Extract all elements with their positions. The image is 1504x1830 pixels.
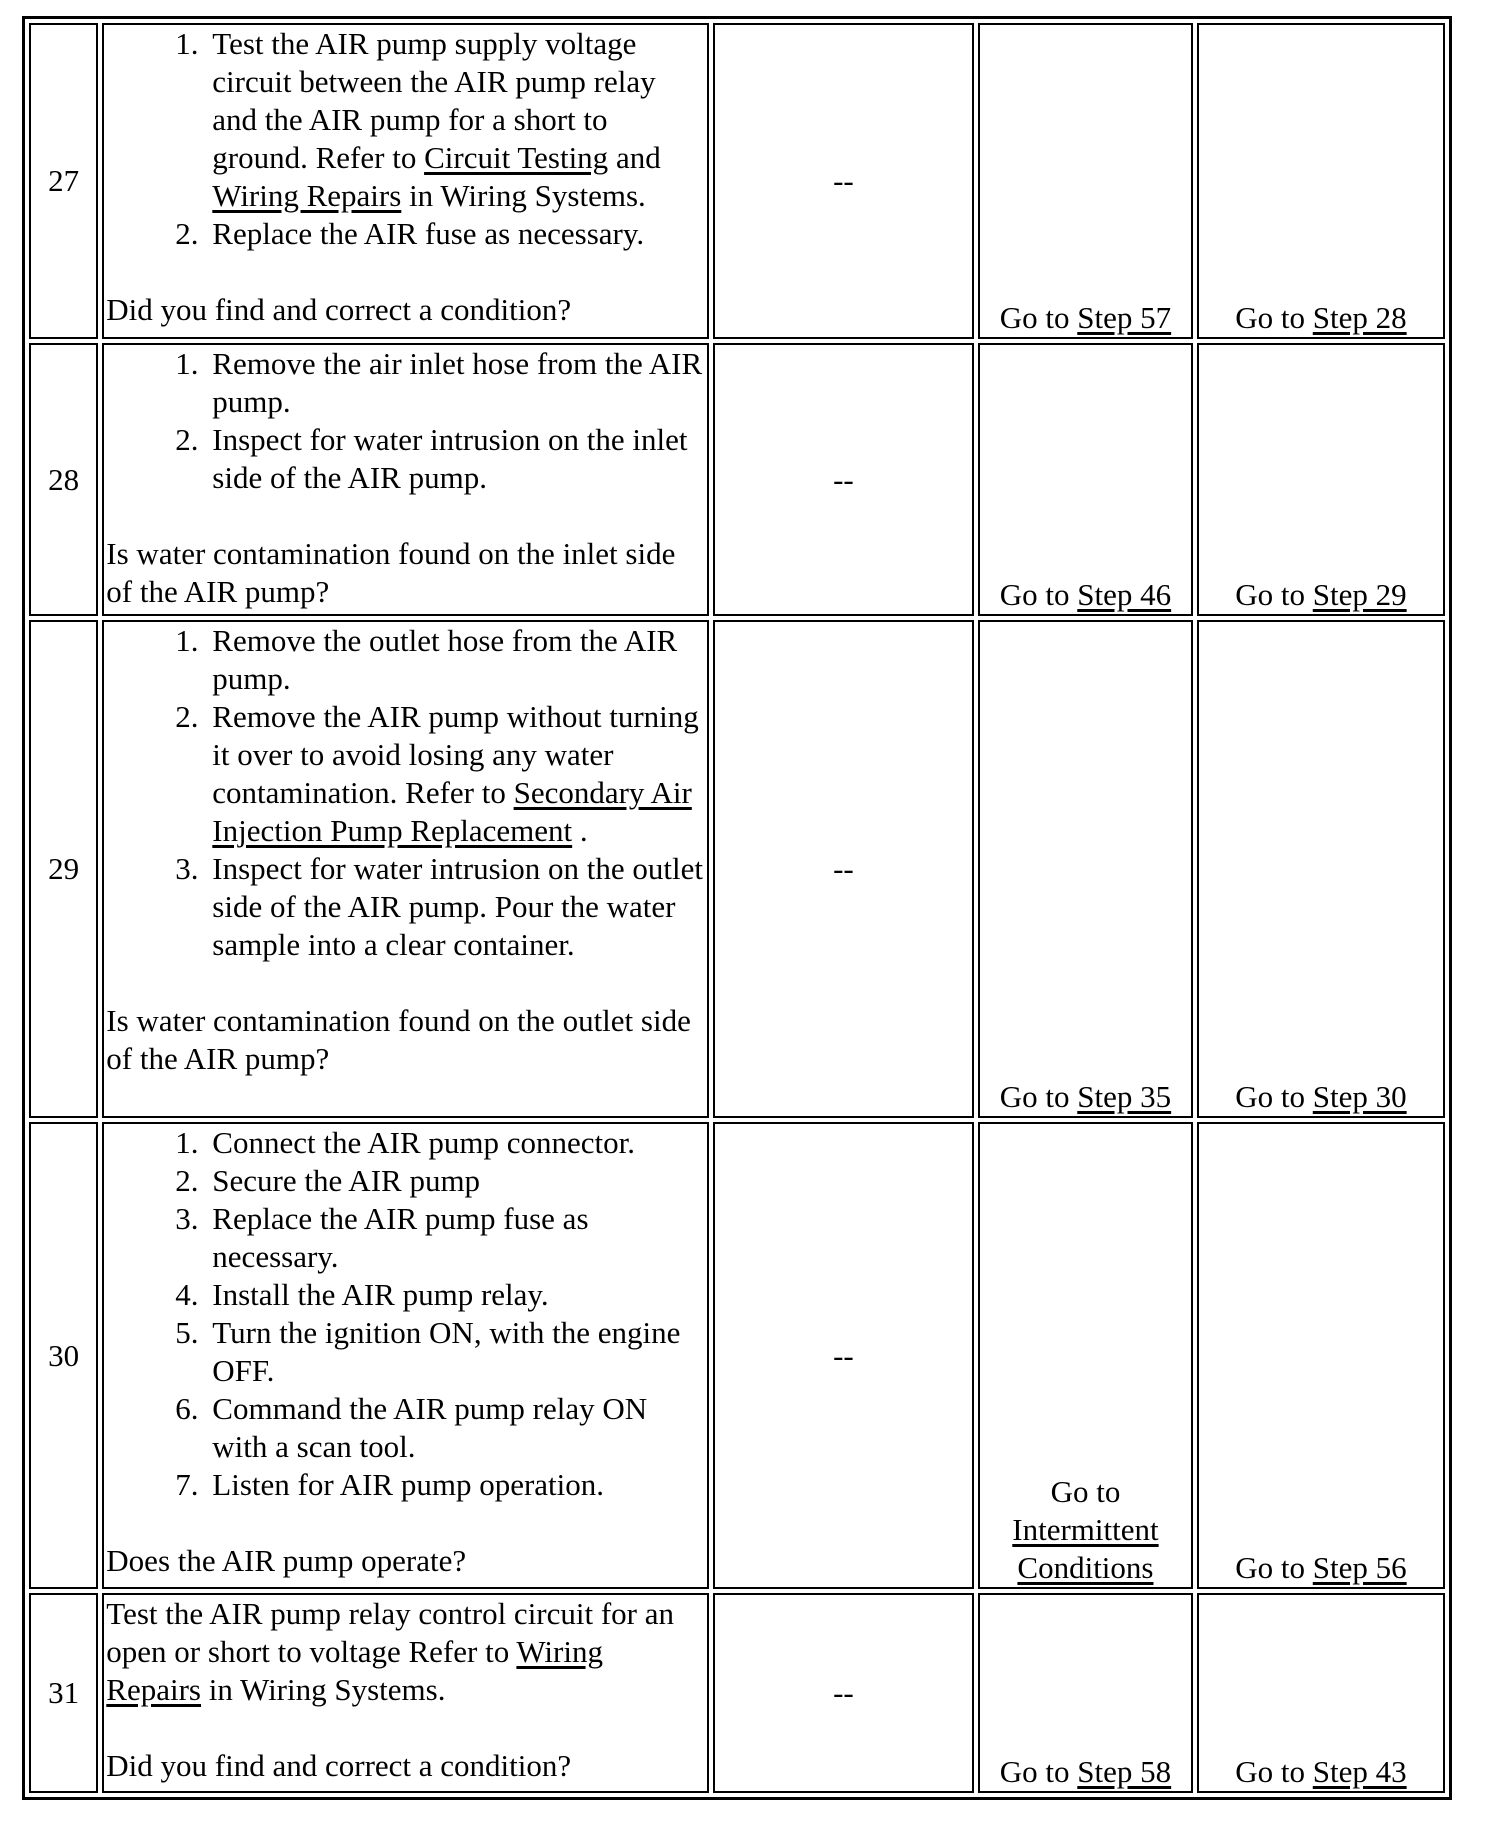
action-text: Install the AIR pump relay. bbox=[212, 1277, 549, 1312]
diagnostic-table bbox=[22, 16, 1452, 1800]
goto-prefix: Go to bbox=[1235, 577, 1313, 612]
reference-link[interactable]: Circuit Testing bbox=[424, 140, 609, 175]
action-cell bbox=[102, 1122, 709, 1589]
action-cell bbox=[102, 620, 709, 1118]
goto-step-link[interactable]: Step 56 bbox=[1312, 1550, 1407, 1585]
goto-prefix: Go to bbox=[999, 300, 1078, 335]
goto-prefix: Go to bbox=[999, 1079, 1078, 1114]
goto-prefix: Go to bbox=[999, 1754, 1078, 1789]
step-number-cell bbox=[29, 1593, 98, 1793]
step-number-cell bbox=[29, 1122, 98, 1589]
yes-cell bbox=[978, 1593, 1193, 1793]
reference-link[interactable]: Wiring Repairs bbox=[212, 178, 402, 213]
value-cell bbox=[713, 343, 974, 616]
reference-link[interactable]: Secondary Air Injection Pump Replacement bbox=[212, 775, 692, 848]
table-row bbox=[29, 620, 1445, 1118]
question-text: Is water contamination found on the outlet side of the AIR pump? bbox=[106, 1003, 691, 1076]
goto-step-link[interactable]: Step 35 bbox=[1077, 1079, 1172, 1114]
action-text: Secure the AIR pump bbox=[212, 1163, 481, 1198]
action-text: Inspect for water intrusion on the inlet side of the AIR pump. bbox=[212, 422, 688, 495]
action-text: in Wiring Systems. bbox=[201, 1672, 446, 1707]
action-list-item bbox=[206, 698, 705, 850]
step-number: 28 bbox=[48, 461, 80, 497]
reference-link[interactable]: Wiring Repairs bbox=[106, 1634, 603, 1707]
goto-step-link[interactable]: Step 30 bbox=[1312, 1079, 1407, 1114]
value-text: -- bbox=[833, 461, 854, 497]
action-list bbox=[106, 25, 705, 253]
action-cell bbox=[102, 1593, 709, 1793]
value-cell bbox=[713, 620, 974, 1118]
table-row bbox=[29, 343, 1445, 616]
yes-cell bbox=[978, 23, 1193, 339]
goto-prefix: Go to bbox=[1235, 300, 1313, 335]
step-number-cell bbox=[29, 343, 98, 616]
action-list-item bbox=[206, 25, 705, 215]
action-text: Turn the ignition ON, with the engine OFF. bbox=[212, 1315, 681, 1388]
yes-cell bbox=[978, 343, 1193, 616]
action-text: Replace the AIR pump fuse as necessary. bbox=[212, 1201, 589, 1274]
action-list-item bbox=[206, 622, 705, 698]
question-text: Did you find and correct a condition? bbox=[106, 1748, 572, 1783]
action-text: Command the AIR pump relay ON with a scan tool. bbox=[212, 1391, 648, 1464]
question-text: Does the AIR pump operate? bbox=[106, 1543, 467, 1578]
question-text: Did you find and correct a condition? bbox=[106, 292, 572, 327]
goto-prefix: Go to bbox=[1050, 1474, 1121, 1509]
goto-step-link[interactable]: Step 57 bbox=[1077, 300, 1172, 335]
action-cell bbox=[102, 343, 709, 616]
action-text: Connect the AIR pump connector. bbox=[212, 1125, 636, 1160]
action-text: Remove the outlet hose from the AIR pump. bbox=[212, 623, 678, 696]
action-list-item bbox=[206, 1314, 705, 1390]
action-list-item bbox=[206, 345, 705, 421]
no-cell bbox=[1197, 620, 1445, 1118]
no-cell bbox=[1197, 343, 1445, 616]
action-text: . bbox=[572, 813, 588, 848]
action-text: Remove the AIR pump without turning it over to avoid losing any water contamination. Refer to bbox=[212, 699, 699, 810]
action-text: Test the AIR pump supply voltage circuit between the AIR pump relay and the AIR pump for a short to ground. Refer to bbox=[212, 26, 656, 175]
action-text: Remove the air inlet hose from the AIR pump. bbox=[212, 346, 703, 419]
no-cell bbox=[1197, 1593, 1445, 1793]
value-text: -- bbox=[833, 163, 854, 198]
action-list bbox=[106, 622, 705, 964]
diagnostic-table-frame bbox=[22, 16, 1452, 1800]
step-number: 27 bbox=[48, 163, 80, 198]
action-text: Replace the AIR fuse as necessary. bbox=[212, 216, 645, 251]
goto-prefix: Go to bbox=[999, 577, 1078, 612]
action-list-item bbox=[206, 1124, 705, 1162]
action-list-item bbox=[206, 850, 705, 964]
goto-step-link[interactable]: Intermittent Conditions bbox=[1012, 1512, 1159, 1585]
value-text: -- bbox=[833, 851, 854, 886]
action-cell bbox=[102, 23, 709, 339]
action-text: Test the AIR pump relay control circuit for an open or short to voltage Refer to bbox=[106, 1596, 675, 1669]
table-row bbox=[29, 1593, 1445, 1793]
goto-prefix: Go to bbox=[1235, 1550, 1313, 1585]
goto-prefix: Go to bbox=[1235, 1079, 1313, 1114]
action-text: Inspect for water intrusion on the outlet side of the AIR pump. Pour the water sample into a clear container. bbox=[212, 851, 703, 962]
goto-step-link[interactable]: Step 43 bbox=[1312, 1754, 1407, 1789]
step-number: 30 bbox=[48, 1337, 80, 1373]
yes-cell bbox=[978, 1122, 1193, 1589]
action-list-item bbox=[206, 1200, 705, 1276]
step-number: 31 bbox=[48, 1675, 80, 1710]
no-cell bbox=[1197, 23, 1445, 339]
yes-cell bbox=[978, 620, 1193, 1118]
value-text: -- bbox=[833, 1337, 854, 1373]
table-row bbox=[29, 1122, 1445, 1589]
goto-step-link[interactable]: Step 29 bbox=[1312, 577, 1407, 612]
goto-prefix: Go to bbox=[1235, 1754, 1313, 1789]
action-list-item bbox=[206, 421, 705, 497]
value-cell bbox=[713, 1122, 974, 1589]
action-paragraph bbox=[106, 1595, 705, 1709]
action-list bbox=[106, 1124, 705, 1504]
goto-step-link[interactable]: Step 58 bbox=[1077, 1754, 1172, 1789]
goto-step-link[interactable]: Step 46 bbox=[1077, 577, 1172, 612]
action-list-item bbox=[206, 1276, 705, 1314]
step-number: 29 bbox=[48, 851, 80, 886]
table-row bbox=[29, 23, 1445, 339]
value-text: -- bbox=[833, 1675, 854, 1710]
value-cell bbox=[713, 23, 974, 339]
action-list-item bbox=[206, 1466, 705, 1504]
action-list-item bbox=[206, 1390, 705, 1466]
step-number-cell bbox=[29, 23, 98, 339]
action-list-item bbox=[206, 215, 705, 253]
action-list bbox=[106, 345, 705, 497]
question-text: Is water contamination found on the inlet side of the AIR pump? bbox=[106, 536, 676, 609]
action-text: and bbox=[608, 140, 661, 175]
action-list-item bbox=[206, 1162, 705, 1200]
step-number-cell bbox=[29, 620, 98, 1118]
no-cell bbox=[1197, 1122, 1445, 1589]
goto-step-link[interactable]: Step 28 bbox=[1312, 300, 1407, 335]
action-text: Listen for AIR pump operation. bbox=[212, 1467, 605, 1502]
value-cell bbox=[713, 1593, 974, 1793]
action-text: in Wiring Systems. bbox=[401, 178, 646, 213]
